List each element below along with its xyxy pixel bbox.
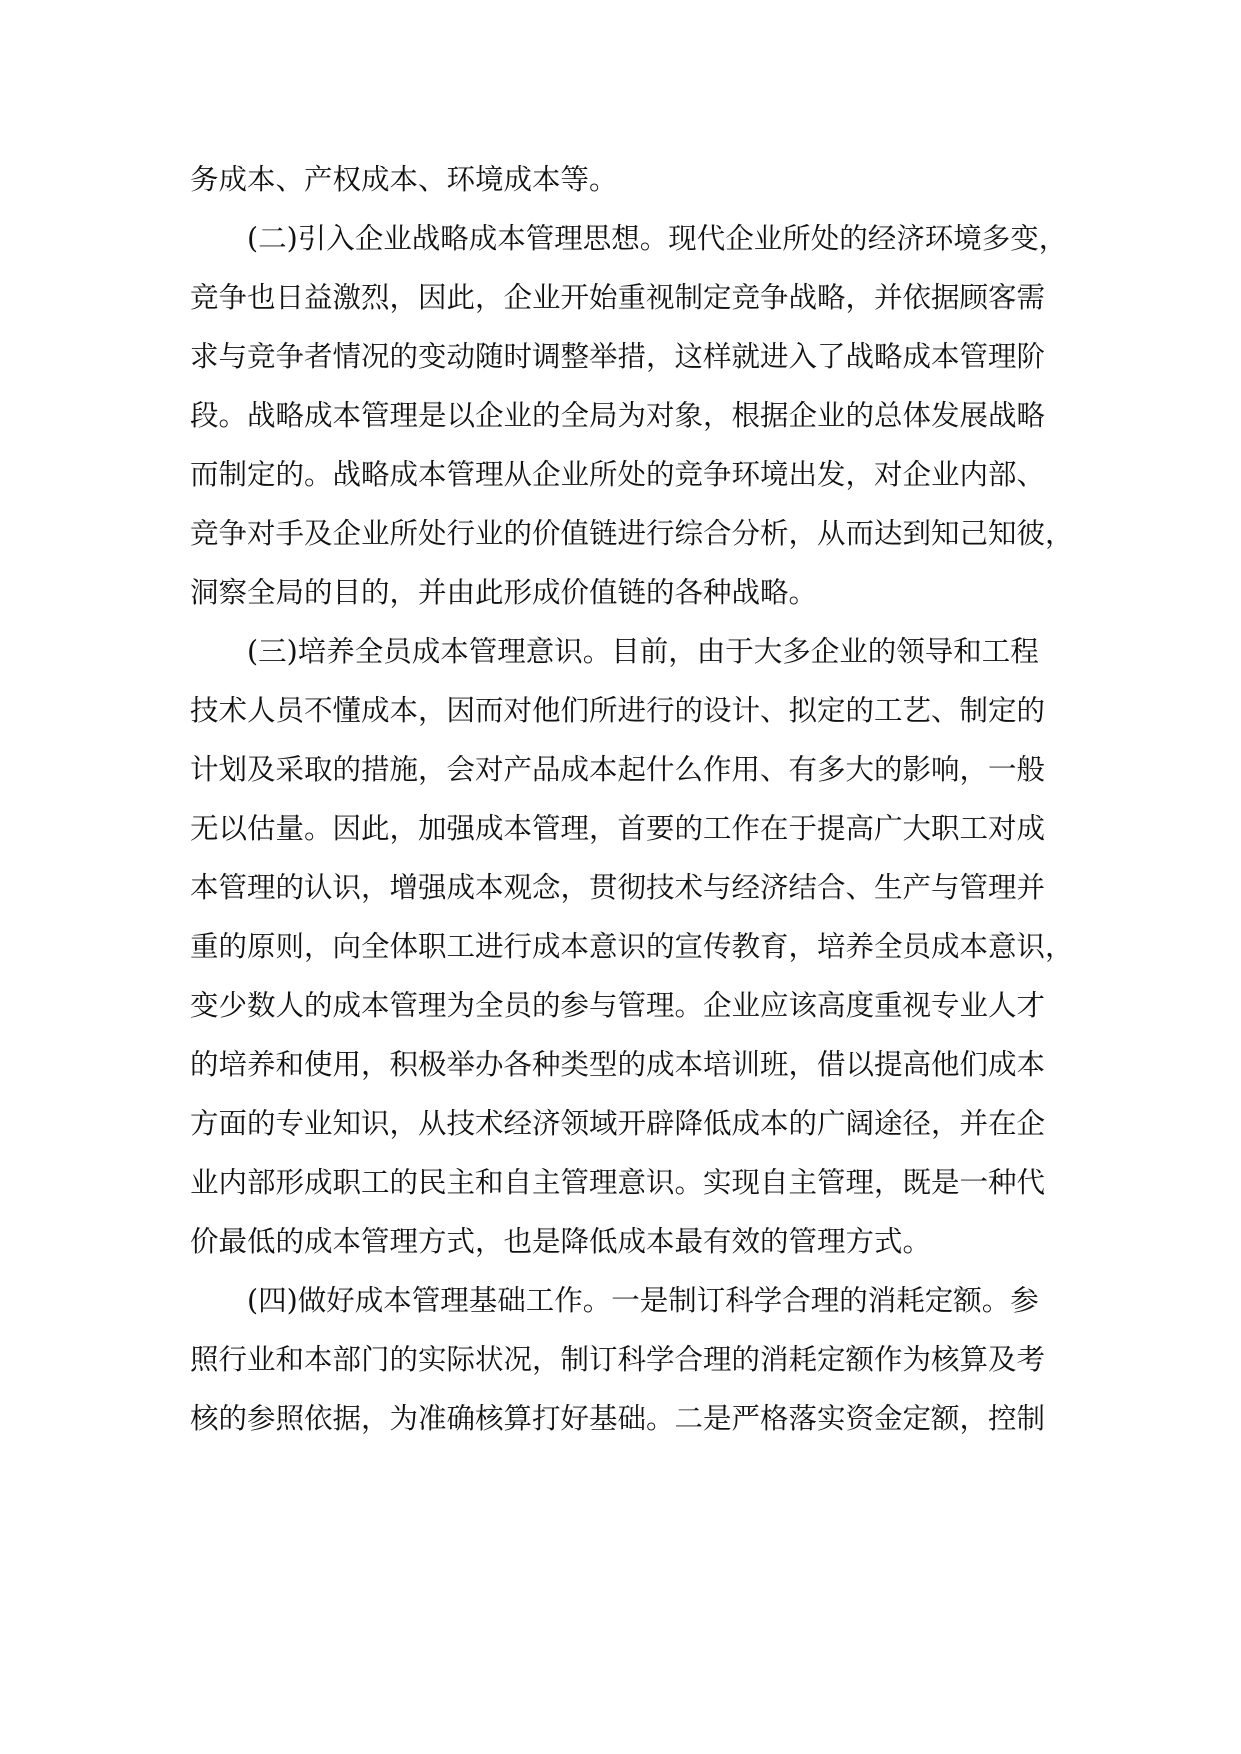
paragraph-basic-work (190, 1271, 1070, 1448)
text-line: 无以估量。因此，加强成本管理，首要的工作在于提高广大职工对成 (190, 812, 1046, 845)
body-text (190, 150, 1074, 1448)
paragraph-continuation (190, 150, 1070, 209)
text-line: 竞争也日益激烈，因此，企业开始重视制定竞争战略，并依据顾客需 (190, 281, 1046, 314)
text-line: 核的参照依据，为准确核算打好基础。二是严格落实资金定额，控制 (190, 1402, 1046, 1435)
text-line: 竞争对手及企业所处行业的价值链进行综合分析，从而达到知己知彼， (190, 517, 1074, 550)
text-line: 照行业和本部门的实际状况，制订科学合理的消耗定额作为核算及考 (190, 1343, 1046, 1376)
text-line: 本管理的认识，增强成本观念，贯彻技术与经济结合、生产与管理并 (190, 871, 1046, 904)
text-line: 价最低的成本管理方式，也是降低成本最有效的管理方式。 (190, 1225, 932, 1258)
paragraph-cost-awareness (190, 622, 1074, 1271)
paragraph-strategic-cost-management (190, 209, 1074, 622)
text-line: (二)引入企业战略成本管理思想。现代企业所处的经济环境多变， (247, 222, 1068, 255)
text-line: 的培养和使用，积极举办各种类型的成本培训班，借以提高他们成本 (190, 1048, 1046, 1081)
text-line: 重的原则，向全体职工进行成本意识的宣传教育，培养全员成本意识， (190, 930, 1074, 963)
text-line: 务成本、产权成本、环境成本等。 (190, 163, 618, 196)
text-line: 求与竞争者情况的变动随时调整举措，这样就进入了战略成本管理阶 (190, 340, 1046, 373)
text-line: 而制定的。战略成本管理从企业所处的竞争环境出发，对企业内部、 (190, 458, 1046, 491)
text-line: 方面的专业知识，从技术经济领域开辟降低成本的广阔途径，并在企 (190, 1107, 1046, 1140)
text-line: 技术人员不懂成本，因而对他们所进行的设计、拟定的工艺、制定的 (190, 694, 1046, 727)
text-line: 业内部形成职工的民主和自主管理意识。实现自主管理，既是一种代 (190, 1166, 1046, 1199)
text-line: 计划及采取的措施，会对产品成本起什么作用、有多大的影响，一般 (190, 753, 1046, 786)
text-line: (三)培养全员成本管理意识。目前，由于大多企业的领导和工程 (247, 635, 1039, 668)
text-line: 段。战略成本管理是以企业的全局为对象，根据企业的总体发展战略 (190, 399, 1046, 432)
text-line: (四)做好成本管理基础工作。一是制订科学合理的消耗定额。参 (247, 1284, 1039, 1317)
text-line: 变少数人的成本管理为全员的参与管理。企业应该高度重视专业人才 (190, 989, 1046, 1022)
text-line: 洞察全局的目的，并由此形成价值链的各种战略。 (190, 576, 818, 609)
